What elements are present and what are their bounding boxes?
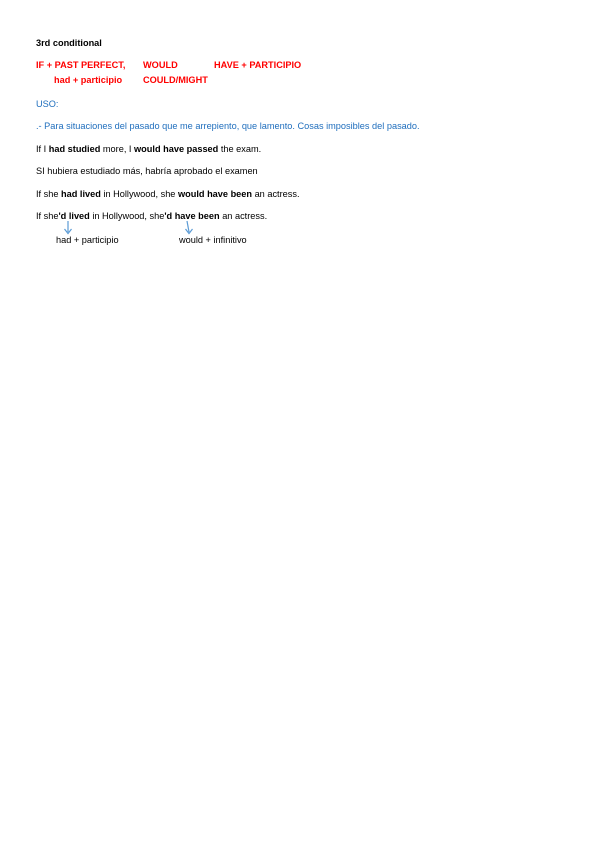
arrow-down-icon (183, 221, 195, 235)
example-bold-text: would have been (177, 189, 253, 199)
example-text: in Hollywood, she (100, 189, 178, 199)
document-title: 3rd conditional (36, 38, 102, 48)
note-would-infinitivo: would + infinitivo (179, 235, 247, 245)
example-bold-text: had lived (61, 189, 101, 199)
example-sentence-1 (36, 143, 261, 155)
uso-description: .- Para situaciones del pasado que me arrepiento, que lamento. Cosas imposibles del pasado. (36, 121, 420, 131)
formula-would: WOULD (143, 60, 178, 70)
example-text: SI hubiera estudiado más, habría aprobado el examen (36, 166, 258, 176)
example-text: If she (36, 211, 59, 221)
example-text: an actress. (219, 211, 268, 221)
example-text: an actress. (252, 189, 300, 199)
example-text: If I (36, 144, 49, 154)
formula-have-participio: HAVE + PARTICIPIO (214, 60, 302, 70)
formula-if-past-perfect: IF + PAST PERFECT, (36, 60, 126, 70)
example-text: the exam. (218, 144, 262, 154)
example-translation (36, 165, 258, 177)
example-sentence-2 (36, 188, 300, 200)
example-bold-text: would have passed (134, 144, 219, 154)
uso-heading: USO: (36, 99, 59, 109)
example-bold-text: had studied (48, 144, 101, 154)
formula-could-might: COULD/MIGHT (143, 75, 208, 85)
formula-had-participio: had + participio (54, 75, 123, 85)
example-bold-text: 'd have been (164, 211, 220, 221)
arrow-down-icon (62, 221, 74, 235)
example-text: more, I (100, 144, 135, 154)
example-text: If she (36, 189, 62, 199)
note-had-participio: had + participio (56, 235, 119, 245)
example-bold-text: 'd lived (58, 211, 90, 221)
example-text: in Hollywood, she (89, 211, 165, 221)
